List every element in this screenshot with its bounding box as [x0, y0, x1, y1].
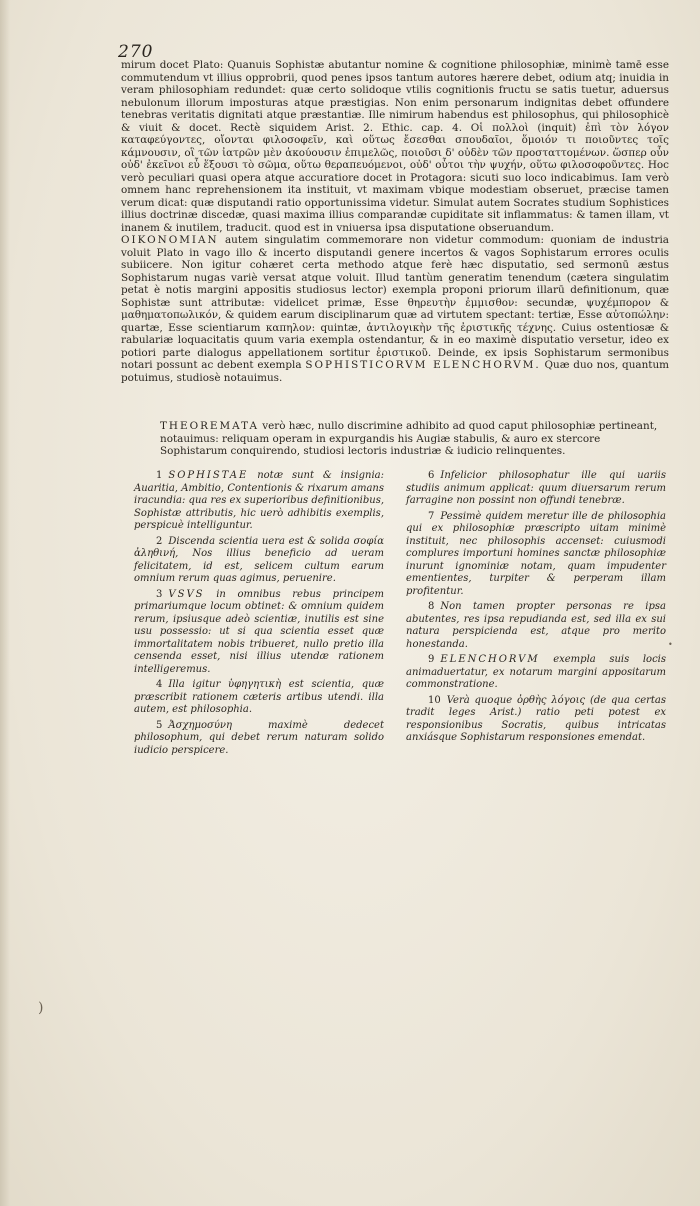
theorem-text: verò hæc, nullo discrimine adhibito ad quod caput philosophiæ pertineant, notauimus: reliquam operam in expurgandis his Augiæ stabulis, & auro ex stercore Sophistarum conquirendo, studiosi lectoris industriæ & iudicio relinquentes. [160, 420, 658, 457]
note-item: 5 Ἀσχημοσύνη maximè dedecet philosophum, qui debet rerum naturam solido iudicio perspicere. [134, 719, 384, 756]
oikonomia-heading: OIKONOMIAN [121, 234, 219, 246]
notes-left-column [134, 470, 384, 760]
page-number: 270 [118, 42, 154, 62]
gutter-shadow [0, 0, 10, 1206]
sophistic-elenchi-heading: SOPHISTICORVM ELENCHORVM. [305, 359, 541, 371]
note-item: 2 Discenda scientia uera est & solida σοφία ἀληθινή, Nos illius beneficio ad ueram felicitatem, id est, selicem cultum earum omnium rerum quas agimus, peruenire. [134, 535, 384, 584]
note-item: 9 ELENCHORVM exempla suis locis animaduertatur, ex notarum margini appositarum commonstratione. [406, 654, 666, 690]
note-item: 8 Non tamen propter personas re ipsa abutentes, res ipsa repudianda est, sed illa ex sui natura perspicienda est, atque pro merito honestanda. [406, 601, 666, 650]
note-item: 4 Illa igitur ὑφηγητικὴ est scientia, quæ præscribit rationem cæteris artibus utendi. illa autem, est philosophia. [134, 679, 384, 715]
notes-right-column [406, 470, 666, 748]
note-item: 6 Infelicior philosophatur ille qui uariis studiis animum applicat: quum diuersarum rerum farragine non possint non offundi tenebræ. [406, 470, 666, 506]
note-item: 7 Pessimè quidem meretur ille de philosophia qui ex philosophiæ præscripto uitam minimè instituit, nec philosophis accenset: cuiusmodi complures importuni homines sanctæ philosophiæ inurunt ignominiæ notam, quam impudenter ementientes, turpiter & perperam illam profitentur. [406, 510, 666, 597]
note-item: 1 SOPHISTAE notæ sunt & insignia: Auaritia, Ambitio, Contentionis & rixarum amans iracundia: qua res ex superioribus definitionibus, Sophistæ attributis, hic uerò adhibitis exemplis, perspicuè intelliguntur. [134, 470, 385, 531]
margin-dot-mark: • [668, 640, 673, 649]
note-item: 3 VSVS in omnibus rebus principem primariumque locum obtinet: & omnium quidem rerum, ipsiusque adeò scientiæ, inutilis est sine usu possessio: ut si qua scientia esset quæ immortalitatem nobis tribueret, nullo pretio illa censenda esset, nisi illius utendæ rationem intelligeremus. [134, 588, 384, 675]
paragraph-3-text: Quæ duo nos, quantum potuimus, studiosè notauimus. [121, 359, 669, 384]
theorem-lead: THEOREMATA [160, 420, 259, 432]
paragraph-1: mirum docet Plato: Quanuis Sophistæ abutantur nomine & cognitione philosophiæ, minimè tamē esse commutendum vt illius opprobrii, quod penes ipsos tantum autores hærere debet, odium atq; inuidia in veram philosophiam redundet: quæ certo solidoque vtilis cognitionis fructu se satis tuetur, aduersus nebulonum illorum imposturas atque præstigias. Non enim personarum indignitas debet offundere tenebras veritatis dignitati atque præstantiæ. Ille nimirum habendus est philosophus, qui philosophicè & viuit & docet. Rectè siquidem Arist. 2. Ethic. cap. 4. Οἱ πολλοὶ (inquit) ἐπὶ τὸν λόγον καταφεύγοντες, οἴονται φιλοσοφεῖν, καὶ οὕτως ἔσεσθαι σπουδαῖοι, ὅμοιόν τι ποιοῦντες τοῖς κάμνουσιν, οἳ τῶν ἰατρῶν μὲν ἀκούουσιν ἐπιμελῶς, ποιοῦσι δ' οὐδὲν τῶν προσταττομένων. ὥσπερ οὖν οὐδ' ἐκεῖνοι εὖ ἕξουσι τὸ σῶμα, οὕτω θεραπευόμενοι, οὐδ' οὗτοι τὴν ψυχήν, οὕτω φιλοσοφοῦντες. Hoc verò peculiari quasi opera atque accuratiore docet in Protagora: sicuti suo loco indicabimus. Iam verò omnem hanc reprehensionem ita instituit, vt maximam vbique modestiam obseruet, præcise tamen verum dicat: quæ disputandi ratio opportunissima videtur. Simulat autem Socrates studium Sophistices illius doctrinæ discedæ, quasi maxima illius comparandæ cupiditate sit inflammatus: & tamen illam, vt inanem & inutilem, traducit. quod est in vniuersa ipsa disputatione obseruandum. [121, 59, 669, 234]
note-item: 10 Verà quoque ὀρθὴς λόγοις (de qua certas tradit leges Arist.) ratio peti potest ex responsionibus Socratis, quibus intricatas anxiásque Sophistarum responsiones emendat. [406, 694, 666, 743]
main-text [121, 59, 669, 384]
paragraph-2 [121, 234, 669, 384]
margin-bracket-mark: ) [38, 1000, 44, 1016]
paragraph-2-text: autem singulatim commemorare non videtur commodum: quoniam de industria voluit Plato in vago illo & incerto disputandi genere incertos & vagos Sophistarum errores oculis subiicere. Non igitur cohæret certa methodo atque ferè hæc disputatio, sed sermonū æstus Sophistarum nugas variè versat atque voluit. Illud tantùm generatim tenendum (cætera singulatim petat è notis margini appositis studiosus lector) exempla proponi priorum illarū definitionum, quæ Sophistæ sunt attributæ: videlicet primæ, Esse θηρευτὴν ἐμμισθον: secundæ, ψυχέμπορον & μαθηματοπωλικόν, & quidem earum disciplinarum quæ ad virtutem spectant: tertiæ, Esse αὐτοπώλην: quartæ, Esse scientiarum καπηλον: quintæ, ἀντιλογικὴν τῆς ἐριστικῆς τέχνης. Cuius ostentiosæ & rabulariæ loquacitatis quum varia exempla ostendantur, & in eo maximè disputatio versetur, ideo ex potiori parte dialogus appellationem sortitur ἐριστικοῦ. Deinde, ex ipsis Sophistarum sermonibus notari possunt ac debent exempla [121, 234, 669, 371]
theorem-intro [160, 420, 660, 458]
